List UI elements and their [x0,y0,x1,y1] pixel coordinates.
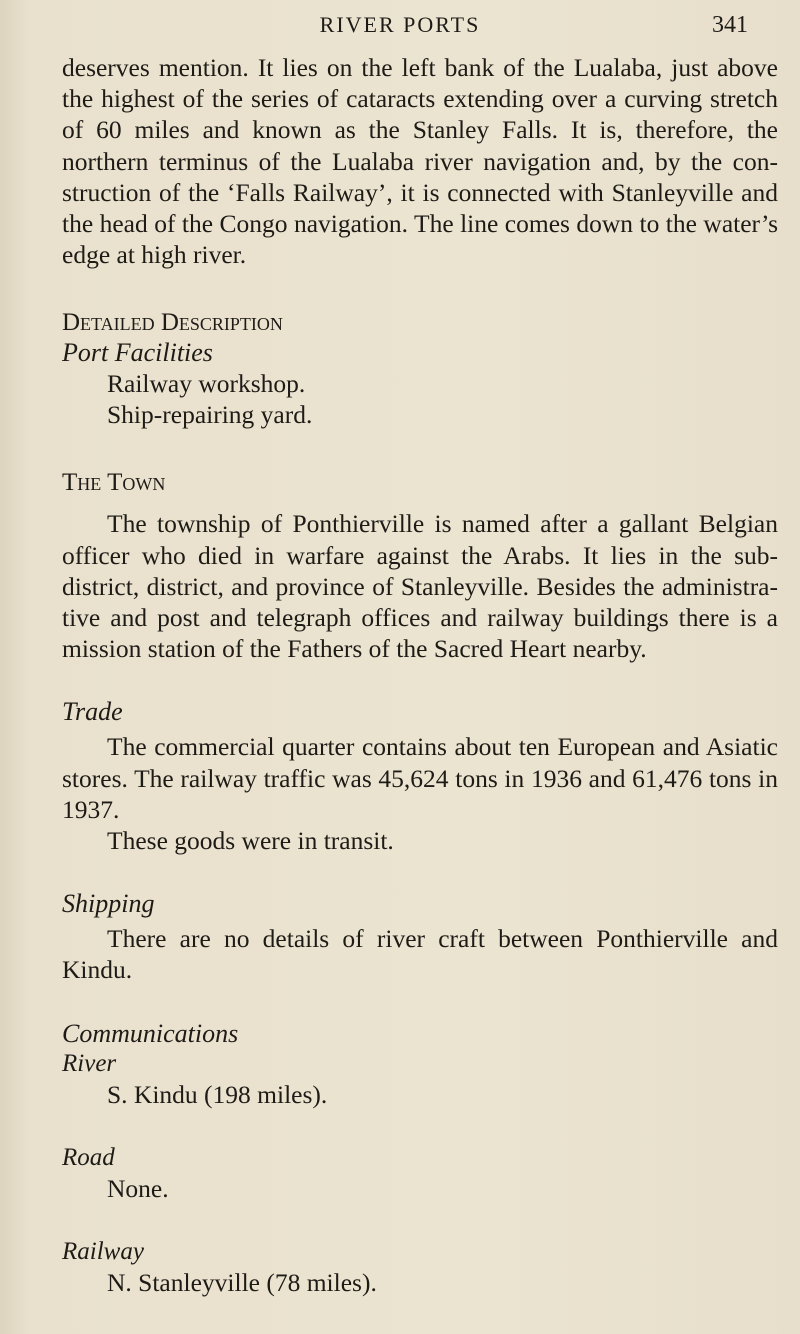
railway-label: Railway [62,1237,144,1265]
shipping-heading: Shipping [62,889,155,919]
river-label: River [62,1049,117,1077]
town-heading: The Town [62,469,166,497]
page-number: 341 [712,12,748,38]
town-paragraph: The township of Ponthierville is named after a gallant Belgian officer who died in warfare against the Arabs. It lies in the sub- district, district, and province of Stanleyville. Besides the administra- tive and post and telegraph offices and railway buildings there is a mission station of the Fathers of the Sacred Heart nearby. [62,509,778,664]
running-head: RIVER PORTS [319,12,481,37]
detailed-description-heading: Detailed Description [62,309,283,337]
trade-transit-note: These goods were in transit. [107,826,394,856]
trade-heading: Trade [62,697,123,727]
shipping-paragraph: There are no details of river craft between Ponthierville and Kindu. [62,924,778,985]
intro-paragraph: deserves mention. It lies on the left bank of the Lualaba, just above the highest of the series of cataracts extending over a curving stretch of 60 miles and known as the Stanley Falls. It is, therefore, the northern terminus of the Lualaba river navigation and, by the con- struction of the ‘Falls Railway’, it is connected with Stanleyville and the head of the Congo navigation. The line comes down to the water’s edge at high river. [62,53,778,270]
road-value: None. [107,1173,169,1203]
page-body [62,52,778,1298]
railway-value: N. Stanleyville (78 miles). [107,1267,377,1297]
port-facility-item: Railway workshop. [107,369,306,399]
communications-heading: Communications [62,1018,239,1048]
river-value: S. Kindu (198 miles). [107,1079,328,1109]
trade-paragraph: The commercial quarter contains about ten European and Asiatic stores. The railway traffic was 45,624 tons in 1936 and 61,476 tons in 1937. [62,732,778,824]
port-facilities-heading: Port Facilities [62,338,213,368]
page-header [0,6,800,46]
road-label: Road [62,1143,115,1171]
port-facility-item: Ship-repairing yard. [107,400,313,430]
